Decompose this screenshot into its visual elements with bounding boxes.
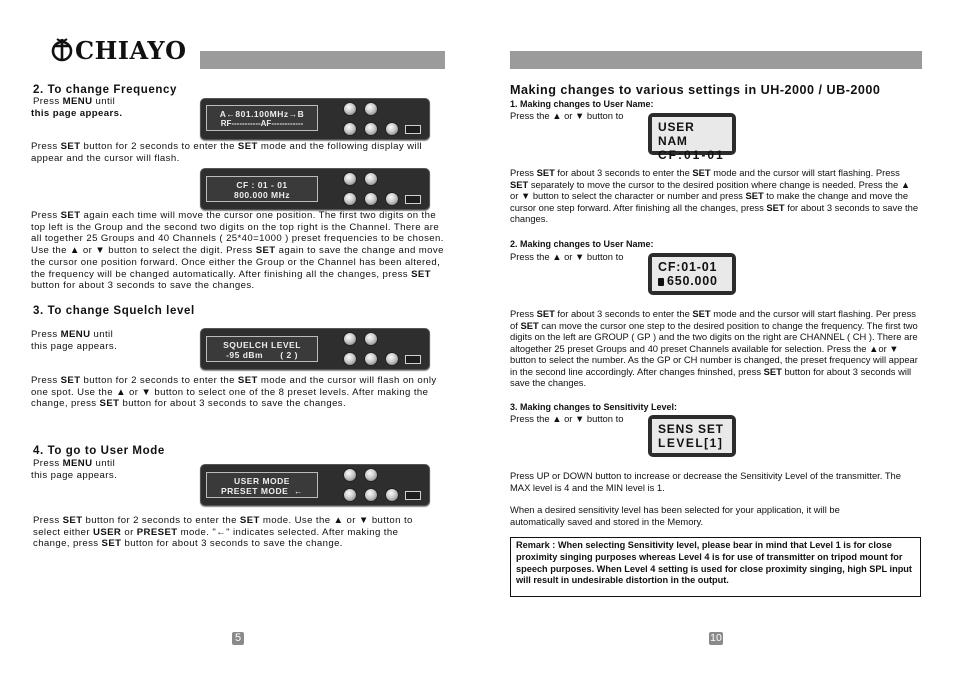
section-heading: 2. To change Frequency (33, 84, 177, 96)
menu-button[interactable] (343, 102, 357, 116)
device-panel (200, 464, 430, 506)
up-button[interactable] (343, 488, 357, 502)
menu-button[interactable] (343, 468, 357, 482)
remark-box (510, 537, 921, 597)
set-button[interactable] (364, 332, 378, 346)
instruction-text: this page appears. (31, 470, 118, 481)
instruction-text: this page appears. (31, 341, 118, 352)
instruction-text: Press MENU until (33, 458, 116, 469)
lock-icon (658, 278, 664, 286)
section-heading: 4. To go to User Mode (33, 445, 165, 457)
lcd-display: SENS SET LEVEL[1] (648, 415, 736, 457)
paragraph: Press SET for about 3 seconds to enter the SET mode and the cursor will start flashing. Press SET separately to move the cursor to the desired position where change is needed. Press the ▲ or ▼ button to select the character or number and press SET to make the change and move the cursor one step forward. After finishing all the changes, press SET for about 3 seconds to save the changes. (510, 167, 919, 224)
down-button[interactable] (364, 488, 378, 502)
ir-port (405, 491, 421, 500)
down-button[interactable] (364, 352, 378, 366)
power-button[interactable] (385, 192, 399, 206)
lcd-display: CF : 01 - 01 800.000 MHz (206, 176, 318, 202)
page-number: 10 (710, 632, 722, 644)
lcd-display: A←801.100MHz→B RF-----------AF------------ (206, 105, 318, 131)
menu-button[interactable] (343, 332, 357, 346)
section-heading: 3. To change Squelch level (33, 305, 195, 317)
header-bar-right (510, 51, 922, 69)
instruction-text: Press MENU until (33, 96, 116, 107)
instruction-text: Press MENU until (31, 329, 114, 340)
brand-logo (50, 36, 186, 64)
up-button[interactable] (343, 192, 357, 206)
remark-text: Remark : When selecting Sensitivity level, please bear in mind that Level 1 is for close proximity singing purposes whereas Level 4 is for use of transmitter on tripod mount for speech purposes. When Level 4 setting is used for close proximity singing, high SPL input will result in undesirable distortion in the output. (516, 540, 912, 586)
section-heading: 1. Making changes to User Name: (510, 99, 654, 109)
power-button[interactable] (385, 352, 399, 366)
paragraph: Press SET button for 2 seconds to enter the SET mode and the following display will appear and the cursor will flash. (31, 141, 423, 164)
page-title: Making changes to various settings in UH-2000 / UB-2000 (510, 83, 881, 97)
device-panel (200, 98, 430, 140)
menu-button[interactable] (343, 172, 357, 186)
power-button[interactable] (385, 122, 399, 136)
set-button[interactable] (364, 468, 378, 482)
logo-text: CHIAYO (75, 35, 187, 65)
down-button[interactable] (364, 192, 378, 206)
instruction-text: Press the ▲ or ▼ button to (510, 110, 624, 121)
down-button[interactable] (364, 122, 378, 136)
lcd-display: CF:01-01 650.000 (648, 253, 736, 295)
ir-port (405, 125, 421, 134)
page-number: 5 (232, 632, 244, 645)
device-panel (200, 168, 430, 210)
paragraph: Press SET for about 3 seconds to enter the SET mode and the cursor will start flashing. Per press of SET can move the cursor one step to the desired position to change the frequency. The first two digits on the left are GROUP ( GP ) and the two digits on the right are CHANNEL ( CH ). There are altogether 25 preset Groups and 40 preset Channels available for selection. Press the ▲or ▼ button to select the number. As the GP or CH number is changed, the preset frequency will appear in the second line accordingly. After changes fninshed, press SET button for about 3 seconds will save the changes. (510, 308, 918, 388)
header-bar-left (200, 51, 445, 69)
paragraph: Press SET button for 2 seconds to enter the SET mode and the cursor will flash on only one spot. Use the ▲ or ▼ button to select one of the 8 preset levels. After making the change, press SET button for about 3 seconds to save the changes. (31, 375, 437, 410)
instruction-text: Press the ▲ or ▼ button to (510, 251, 624, 262)
set-button[interactable] (364, 172, 378, 186)
paragraph: Press SET button for 2 seconds to enter the SET mode. Use the ▲ or ▼ button to select either USER or PRESET mode. "←" indicates selected. After making the change, press SET button for about 3 seconds to save the change. (33, 515, 413, 550)
lcd-display: SQUELCH LEVEL -95 dBm ( 2 ) (206, 336, 318, 362)
set-button[interactable] (364, 102, 378, 116)
logo-emblem-icon (50, 37, 74, 63)
power-button[interactable] (385, 488, 399, 502)
instruction-text: Press the ▲ or ▼ button to (510, 413, 624, 424)
paragraph: Press SET again each time will move the cursor one position. The first two digits on the top left is the Group and the second two digits on the top right is the Channel. There are all together 25 Groups and 40 Channels ( 25*40=1000 ) preset frequencies to be chosen. Use the ▲ or ▼ button to select the digit. Press SET again to save the change and move the cursor one position forward. Once either the Group or the Channel has been altered, the frequency will be changed automatically. After finishing all the changes, press SET button for about 3 seconds to save the changes. (31, 210, 444, 292)
ir-port (405, 195, 421, 204)
instruction-text: this page appears. (31, 108, 123, 119)
up-button[interactable] (343, 122, 357, 136)
paragraph: Press UP or DOWN button to increase or decrease the Sensitivity Level of the transmitter. The MAX level is 4 and the MIN level is 1. (510, 470, 901, 493)
section-heading: 2. Making changes to User Name: (510, 239, 654, 249)
device-panel (200, 328, 430, 370)
lcd-display: USER NAM CF:01-01 (648, 113, 736, 155)
section-heading: 3. Making changes to Sensitivity Level: (510, 402, 678, 412)
lcd-display: USER MODE PRESET MODE ← (206, 472, 318, 498)
ir-port (405, 355, 421, 364)
paragraph: When a desired sensitivity level has been selected for your application, it will be automatically saved and stored in the Memory. (510, 504, 840, 527)
up-button[interactable] (343, 352, 357, 366)
